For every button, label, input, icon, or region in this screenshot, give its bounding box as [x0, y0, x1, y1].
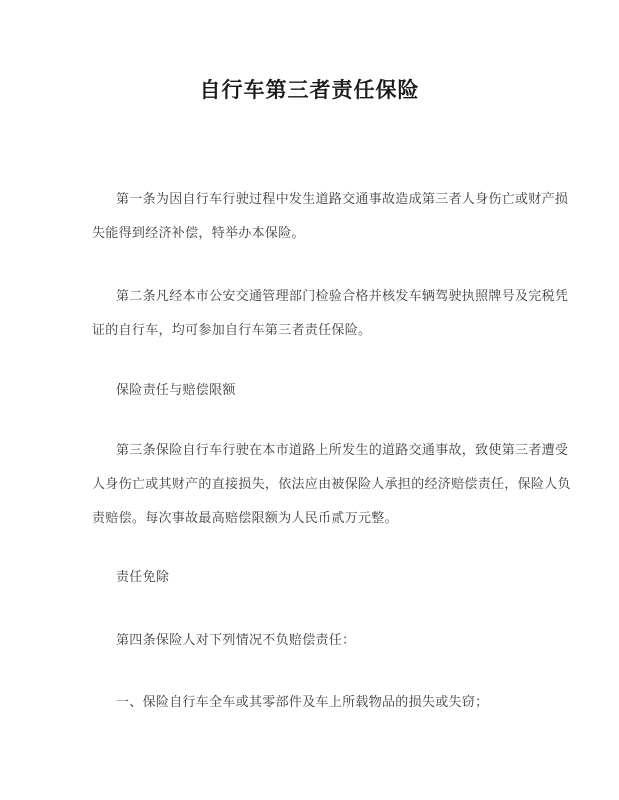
section-heading: 保险责任与赔偿限额 — [116, 383, 236, 398]
paragraph-line: 证的自行车，均可参加自行车第三者责任保险。 — [92, 323, 372, 338]
paragraph-line: 第一条为因自行车行驶过程中发生道路交通事故造成第三者人身伤亡或财产损 — [116, 192, 569, 207]
paragraph-line: 人身伤亡或其财产的直接损失，依法应由被保险人承担的经济赔偿责任，保险人负 — [92, 477, 571, 492]
paragraph-line: 第二条凡经本市公安交通管理部门检验合格并核发车辆驾驶执照牌号及完税凭 — [116, 289, 569, 304]
paragraph-line: 责赔偿。每次事故最高赔偿限额为人民币贰万元整。 — [92, 511, 398, 526]
list-item: 一、保险自行车全车或其零部件及车上所载物品的损失或失窃； — [116, 695, 489, 710]
section-heading: 责任免除 — [116, 570, 170, 585]
paragraph-line: 第四条保险人对下列情况不负赔偿责任： — [116, 633, 356, 648]
paragraph-line: 失能得到经济补偿，特举办本保险。 — [92, 226, 305, 241]
document-title: 自行车第三者责任保险 — [199, 77, 420, 102]
paragraph-line: 第三条保险自行车行驶在本市道路上所发生的道路交通事故，致使第三者遭受 — [116, 443, 569, 458]
